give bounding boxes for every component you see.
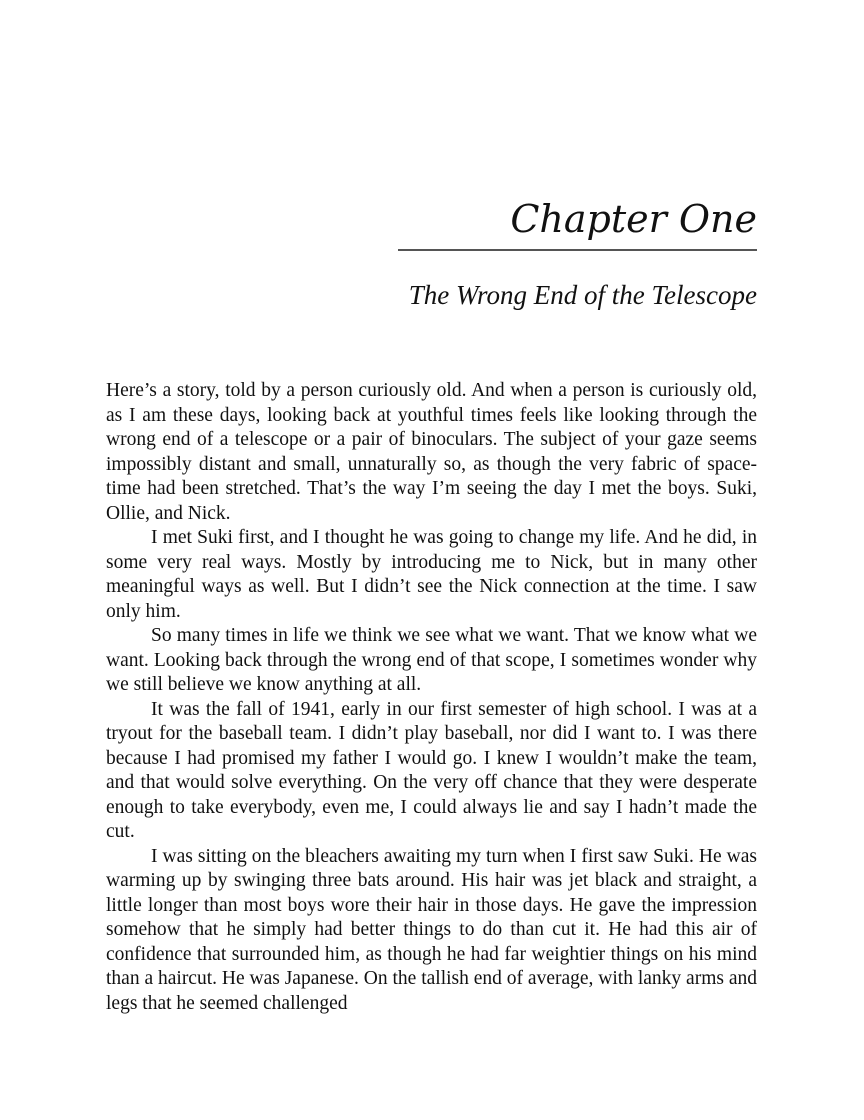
chapter-header [398,193,757,313]
paragraph: It was the fall of 1941, early in our first semester of high school. I was at a tryout for the baseball team. I didn’t play baseball, nor did I want to. I was there because I had promised my father I would go. I knew I wouldn’t make the team, and that would solve everything. On the very off chance that they were desperate enough to take everybody, even me, I could always lie and say I hadn’t made the cut. [106,698,757,842]
chapter-title-rule [398,249,757,251]
paragraph: So many times in life we think we see what we want. That we know what we want. Looking back through the wrong end of that scope, I sometimes wonder why we still believe we know anything at all. [106,625,757,695]
chapter-subtitle: The Wrong End of the Telescope [408,280,757,310]
paragraph: I was sitting on the bleachers awaiting my turn when I first saw Suki. He was warming up by swinging three bats around. His hair was jet black and straight, a little longer than most boys wore their hair in those days. He gave the impression somehow that he simply had better things to do than cut it. He had this air of confidence that surrounded him, as though he had far weightier things on his mind than a haircut. He was Japanese. On the tallish end of average, with lanky arms and legs that he seemed challenged [106,845,757,1014]
chapter-body [106,379,757,1016]
chapter-title: Chapter One [510,197,757,241]
paragraph: Here’s a story, told by a person curiously old. And when a person is curiously old, as I am these days, looking back at youthful times feels like looking through the wrong end of a telescope or a pair of binoculars. The subject of your gaze seems impossibly distant and small, unnaturally so, as though the very fabric of space-time had been stretched. That’s the way I’m seeing the day I met the boys. Suki, Ollie, and Nick. [106,380,757,524]
paragraph: I met Suki first, and I thought he was going to change my life. And he did, in some very real ways. Mostly by introducing me to Nick, but in many other meaningful ways as well. But I didn’t see the Nick connection at the time. I saw only him. [106,527,757,622]
